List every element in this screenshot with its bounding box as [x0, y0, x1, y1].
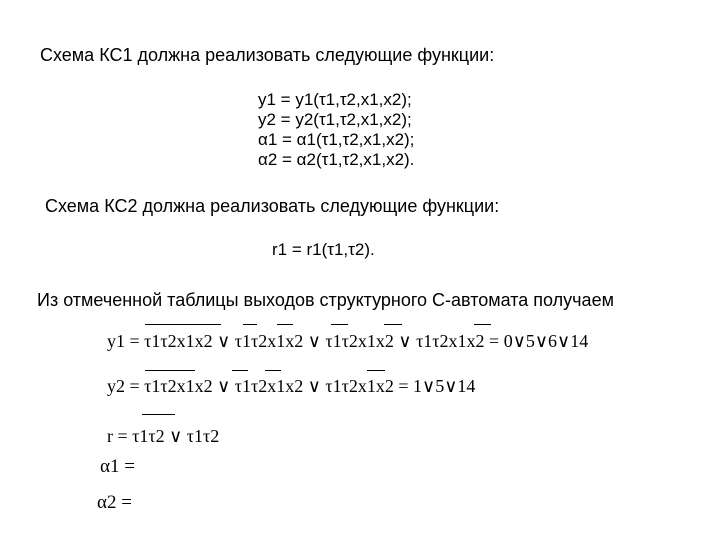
function-y1: y1 = y1(τ1,τ2,x1,x2); [258, 90, 412, 109]
function-alpha2: α2 = α2(τ1,τ2,x1,x2). [258, 150, 415, 169]
function-y2: y2 = y2(τ1,τ2,x1,x2); [258, 110, 412, 129]
formula-r: r = τ1τ2 ∨ τ1τ2 [107, 426, 220, 446]
heading-ks2: Схема КС2 должна реализовать следующие функции: [45, 196, 500, 216]
formula-y2: y2 = τ1τ2x1x2 ∨ τ1τ2x1x2 ∨ τ1τ2x1x2 = 1∨5∨14 [107, 376, 476, 396]
formula-alpha1: α1 = [100, 456, 135, 477]
formula-y1: y1 = τ1τ2x1x2 ∨ τ1τ2x1x2 ∨ τ1τ2x1x2 ∨ τ1τ2x1x2 = 0∨5∨6∨14 [107, 331, 589, 351]
heading-result: Из отмеченной таблицы выходов структурного С-автомата получаем [37, 290, 614, 310]
heading-ks1: Схема КС1 должна реализовать следующие функции: [40, 45, 495, 65]
formula-alpha2: α2 = [97, 492, 132, 513]
function-alpha1: α1 = α1(τ1,τ2,x1,x2); [258, 130, 415, 149]
function-r1: r1 = r1(τ1,τ2). [272, 240, 375, 259]
